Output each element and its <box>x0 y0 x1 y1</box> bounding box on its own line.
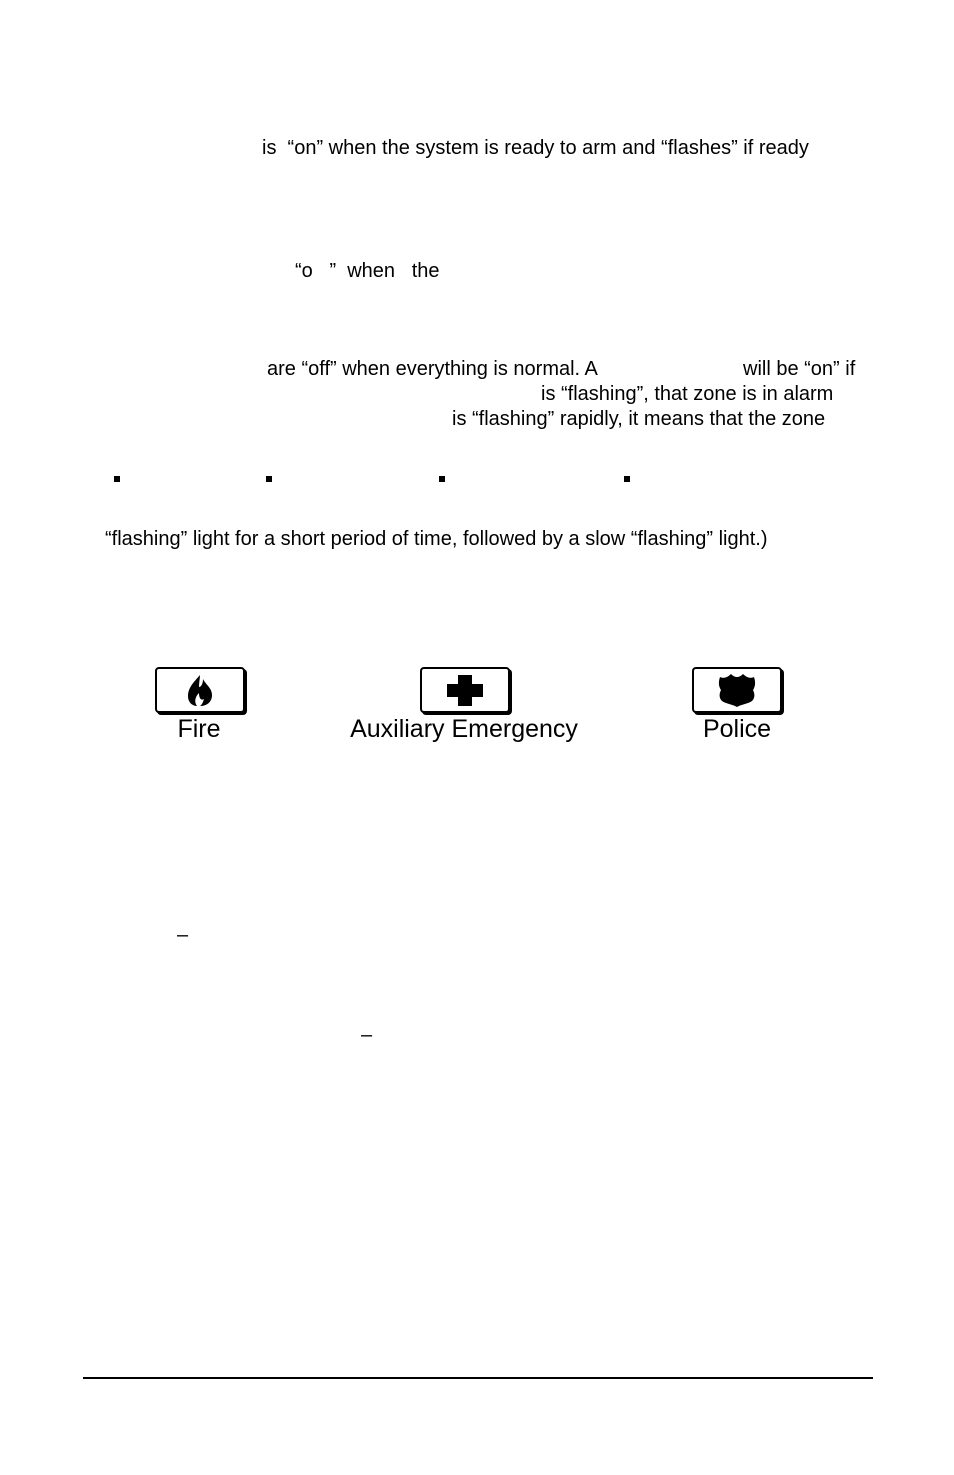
police-key-label: Police <box>702 715 772 743</box>
armed-light-text: “o ” when the <box>295 260 440 282</box>
ready-light-text: is “on” when the system is ready to arm and “flashes” if ready <box>262 137 809 159</box>
flash-description-text: “flashing” light for a short period of time, followed by a slow “flashing” light.) <box>105 528 768 550</box>
fire-icon <box>157 669 243 711</box>
medical-cross-icon <box>422 669 508 711</box>
auxiliary-emergency-key-label: Auxiliary Emergency <box>350 715 578 743</box>
footer-rule <box>83 1377 873 1379</box>
auxiliary-emergency-key[interactable] <box>420 667 510 713</box>
zone-light-text-1b: will be “on” if <box>743 358 856 380</box>
zone-light-text-2: is “flashing”, that zone is in alarm <box>541 383 834 405</box>
dash-mark: – <box>361 1024 373 1046</box>
police-shield-icon <box>694 669 780 711</box>
bullet-square <box>439 476 445 482</box>
bullet-square <box>266 476 272 482</box>
zone-light-text-3: is “flashing” rapidly, it means that the zone <box>452 408 826 430</box>
police-key[interactable] <box>692 667 782 713</box>
bullet-square <box>114 476 120 482</box>
fire-key[interactable] <box>155 667 245 713</box>
dash-mark: – <box>177 924 189 946</box>
fire-key-label: Fire <box>177 715 221 743</box>
bullet-square <box>624 476 630 482</box>
zone-light-text-1a: are “off” when everything is normal. A <box>267 358 598 380</box>
